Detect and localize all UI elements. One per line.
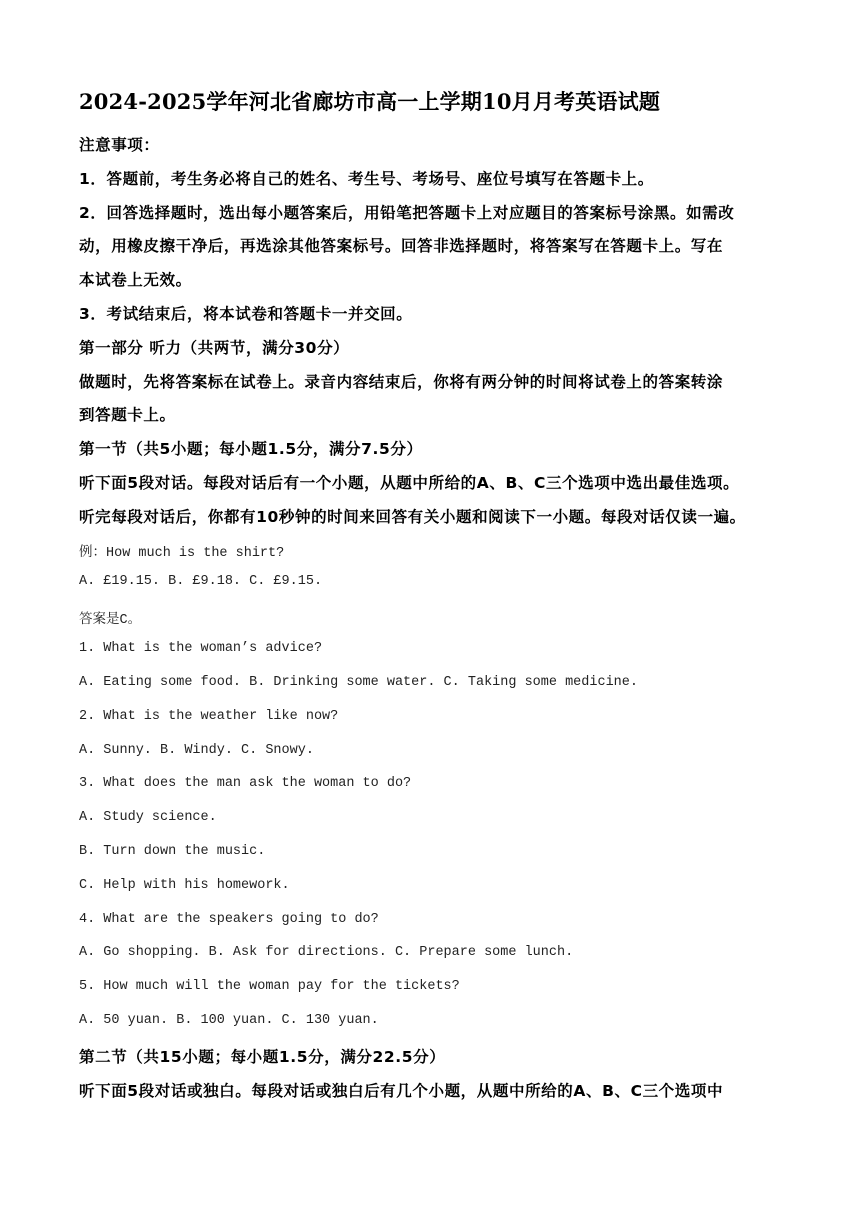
notice-item-2-line-2: 动，用橡皮擦干净后，再选涂其他答案标号。回答非选择题时，将答案写在答题卡上。写在 <box>79 237 724 255</box>
notice-item-1: 1．答题前，考生务必将自己的姓名、考生号、考场号、座位号填写在答题卡上。 <box>79 170 654 188</box>
question-2-options: A. Sunny. B. Windy. C. Snowy. <box>79 743 314 758</box>
question-4: 4. What are the speakers going to do? <box>79 912 379 927</box>
notice-item-2-line-3: 本试卷上无效。 <box>79 271 192 289</box>
exam-title: 2024-2025学年河北省廊坊市高一上学期10月月考英语试题 <box>79 89 661 114</box>
question-3-option-c: C. Help with his homework. <box>79 878 290 893</box>
section2-heading: 第二节（共15小题；每小题1.5分，满分22.5分） <box>79 1048 446 1066</box>
section2-instructions-line-1: 听下面5段对话或独白。每段对话或独白后有几个小题，从题中所给的A、B、C三个选项中 <box>79 1082 724 1100</box>
question-3-option-a: A. Study science. <box>79 810 217 825</box>
question-2: 2. What is the weather like now? <box>79 709 339 724</box>
example-question: 例：How much is the shirt? <box>79 546 285 561</box>
question-5: 5. How much will the woman pay for the tickets? <box>79 979 460 994</box>
section1-instructions-line-2: 听完每段对话后，你都有10秒钟的时间来回答有关小题和阅读下一小题。每段对话仅读一遍。 <box>79 508 746 526</box>
notice-item-2-line-1: 2．回答选择题时，选出每小题答案后，用铅笔把答题卡上对应题目的答案标号涂黑。如需改 <box>79 204 735 222</box>
question-5-options: A. 50 yuan. B. 100 yuan. C. 130 yuan. <box>79 1013 379 1028</box>
notice-heading: 注意事项： <box>79 136 160 154</box>
question-4-options: A. Go shopping. B. Ask for directions. C. Prepare some lunch. <box>79 945 574 960</box>
part1-heading: 第一部分 听力（共两节，满分30分） <box>79 339 350 357</box>
example-options: A. £19.15. B. £9.18. C. £9.15. <box>79 574 323 589</box>
question-3: 3. What does the man ask the woman to do? <box>79 776 412 791</box>
question-3-option-b: B. Turn down the music. <box>79 844 266 859</box>
section1-instructions-line-1: 听下面5段对话。每段对话后有一个小题，从题中所给的A、B、C三个选项中选出最佳选项。 <box>79 474 740 492</box>
part1-instructions-line-1: 做题时，先将答案标在试卷上。录音内容结束后，你将有两分钟的时间将试卷上的答案转涂 <box>79 373 724 391</box>
question-1-options: A. Eating some food. B. Drinking some water. C. Taking some medicine. <box>79 675 638 690</box>
notice-item-3: 3．考试结束后，将本试卷和答题卡一并交回。 <box>79 305 413 323</box>
question-1: 1. What is the woman’s advice? <box>79 641 323 656</box>
part1-instructions-line-2: 到答题卡上。 <box>79 406 176 424</box>
example-answer: 答案是C。 <box>79 613 142 628</box>
section1-heading: 第一节（共5小题；每小题1.5分，满分7.5分） <box>79 440 423 458</box>
